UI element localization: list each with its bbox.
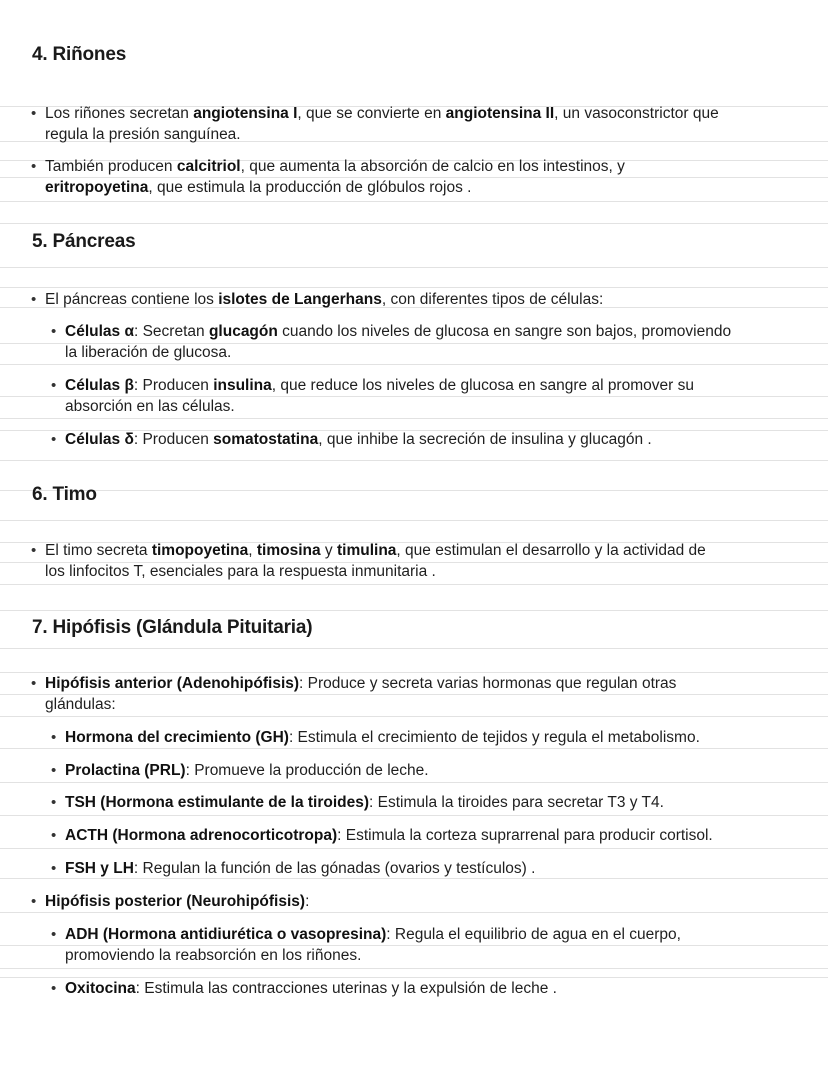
list-item: Oxitocina: Estimula las contracciones uterinas y la expulsión de leche . <box>65 980 557 997</box>
section-title-timo: 6. Timo <box>32 484 97 505</box>
list-item: Células β: Producen insulina, que reduce los niveles de glucosa en sangre al promover su absorción en las células. <box>65 377 694 415</box>
bullet-icon: • <box>51 980 57 997</box>
section-title-rinones: 4. Riñones <box>32 44 127 65</box>
list-item: TSH (Hormona estimulante de la tiroides): Estimula la tiroides para secretar T3 y T4. <box>65 794 664 811</box>
list-item: Células δ: Producen somatostatina, que inhibe la secreción de insulina y glucagón . <box>65 431 652 448</box>
list-item: Prolactina (PRL): Promueve la producción de leche. <box>65 762 429 779</box>
list-item: También producen calcitriol, que aumenta la absorción de calcio en los intestinos, y eritropoyetina, que estimula la producción de glóbulos rojos . <box>45 158 625 196</box>
bullet-icon: • <box>31 893 37 910</box>
list-item: FSH y LH: Regulan la función de las gónadas (ovarios y testículos) . <box>65 860 536 877</box>
section-title-hipofisis: 7. Hipófisis (Glándula Pituitaria) <box>32 617 313 638</box>
list-item: Hipófisis posterior (Neurohipófisis): <box>45 893 310 910</box>
bullet-icon: • <box>31 675 37 692</box>
bullet-icon: • <box>31 291 37 308</box>
bullet-icon: • <box>31 105 37 122</box>
bullet-icon: • <box>51 762 57 779</box>
section-title-pancreas: 5. Páncreas <box>32 231 136 252</box>
list-item: ADH (Hormona antidiurética o vasopresina): Regula el equilibrio de agua en el cuerpo, promoviendo la reabsorción en los riñones. <box>65 926 681 964</box>
bullet-icon: • <box>51 794 57 811</box>
bullet-icon: • <box>51 827 57 844</box>
bullet-icon: • <box>51 729 57 746</box>
bullet-icon: • <box>51 323 57 340</box>
list-item: Los riñones secretan angiotensina I, que se convierte en angiotensina II, un vasoconstrictor que regula la presión sanguínea. <box>45 105 719 143</box>
bullet-icon: • <box>31 158 37 175</box>
bullet-icon: • <box>51 377 57 394</box>
list-item: Hormona del crecimiento (GH): Estimula el crecimiento de tejidos y regula el metabolismo. <box>65 729 700 746</box>
bullet-icon: • <box>51 431 57 448</box>
bullet-icon: • <box>31 542 37 559</box>
bullet-icon: • <box>51 926 57 943</box>
list-item: Hipófisis anterior (Adenohipófisis): Produce y secreta varias hormonas que regulan otras glándulas: <box>45 675 677 713</box>
list-item: El páncreas contiene los islotes de Langerhans, con diferentes tipos de células: <box>45 291 604 308</box>
list-item: Células α: Secretan glucagón cuando los niveles de glucosa en sangre son bajos, promoviendo la liberación de glucosa. <box>65 323 732 361</box>
list-item: ACTH (Hormona adrenocorticotropa): Estimula la corteza suprarrenal para producir cortisol. <box>65 827 713 844</box>
bullet-icon: • <box>51 860 57 877</box>
list-item: El timo secreta timopoyetina, timosina y timulina, que estimulan el desarrollo y la actividad de los linfocitos T, esenciales para la respuesta inmunitaria . <box>45 542 706 580</box>
